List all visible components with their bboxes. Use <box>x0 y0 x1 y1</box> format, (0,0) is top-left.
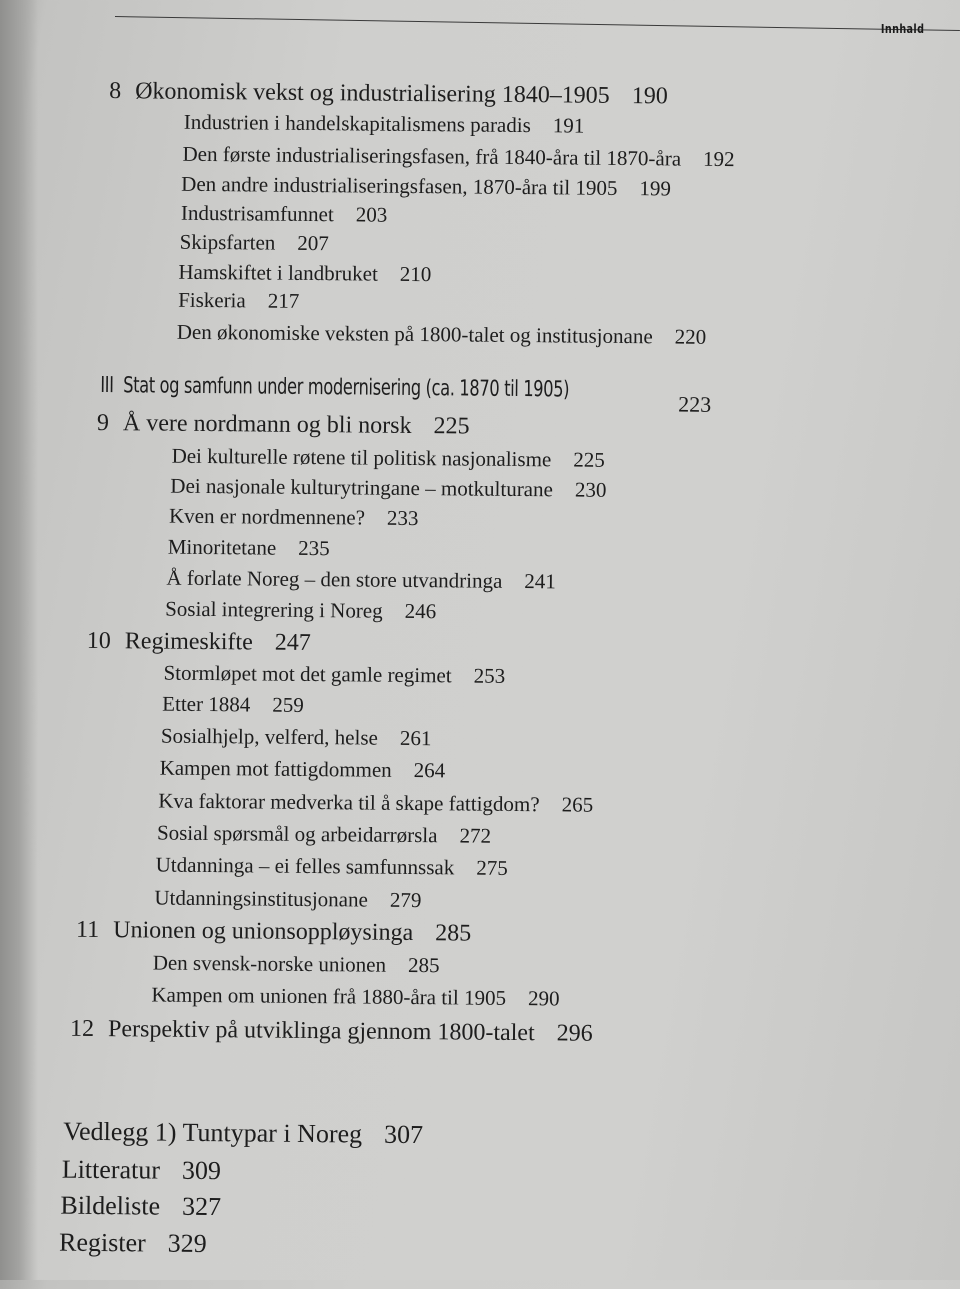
chapter-number: 12 <box>70 1015 95 1042</box>
chapter-11-entry <box>76 918 471 946</box>
chapter-10-entry <box>87 629 311 655</box>
chapter-number: 9 <box>96 409 110 437</box>
chapter-title: Unionen og unionsoppløysinga <box>113 917 414 947</box>
section-entry <box>151 982 560 1011</box>
page-number: 261 <box>399 725 432 751</box>
section-entry <box>154 885 422 913</box>
page-number: 203 <box>355 202 388 227</box>
chapter-title: Økonomisk vekst og industrialisering 1840–1905 <box>135 78 610 109</box>
page-number: 192 <box>702 146 735 172</box>
backmatter-title: Bildeliste <box>60 1190 161 1221</box>
page-number: 217 <box>267 288 300 313</box>
page-number: 259 <box>272 692 304 717</box>
backmatter-title: Vedlegg 1) Tuntypar i Noreg <box>63 1116 363 1149</box>
section-entry <box>162 691 304 717</box>
page-number: 290 <box>527 986 560 1011</box>
backmatter-entry <box>61 1154 222 1186</box>
section-title: Dei nasjonale kulturytringane – motkulturane <box>170 473 554 502</box>
section-title: Industrien i handelskapitalismens paradis <box>183 109 531 138</box>
section-entry <box>178 287 300 313</box>
chapter-9-entry <box>97 411 470 439</box>
section-entry <box>178 259 432 287</box>
page-number: 199 <box>639 176 672 201</box>
page-number: 247 <box>274 629 311 657</box>
chapter-number: 11 <box>75 916 100 943</box>
section-entry <box>163 660 506 688</box>
section-title: Stormløpet mot det gamle regimet <box>163 660 452 688</box>
page-number: 230 <box>574 477 607 502</box>
running-head: Innhald <box>880 22 924 36</box>
page-number: 296 <box>556 1020 593 1047</box>
page-number: 233 <box>386 505 419 531</box>
backmatter-entry <box>63 1116 424 1150</box>
chapter-number: 10 <box>86 627 111 655</box>
section-entry <box>183 109 585 138</box>
page-number: 246 <box>404 598 437 624</box>
chapter-title: Å vere nordmann og bli norsk <box>122 410 412 439</box>
page-number: 279 <box>389 887 422 913</box>
section-title: Hamskiftet i landbruket <box>178 259 378 286</box>
page-number: 220 <box>674 324 707 349</box>
chapter-title: Regimeskifte <box>124 628 253 656</box>
section-entry <box>179 229 329 256</box>
section-title: Kampen mot fattigdommen <box>159 755 392 782</box>
page-number: 275 <box>476 855 508 880</box>
page-number: 253 <box>473 663 506 688</box>
section-entry <box>181 171 672 201</box>
section-entry <box>152 950 440 978</box>
section-title: Fiskeria <box>178 287 246 313</box>
backmatter-title: Litteratur <box>61 1154 161 1185</box>
part-3-entry <box>100 372 734 403</box>
part-title: Stat og samfunn under modernisering (ca. 1870 til 1905) <box>123 373 570 403</box>
page-number: 264 <box>413 758 446 783</box>
page-number: 265 <box>561 792 594 817</box>
section-entry <box>158 788 594 817</box>
section-title: Kven er nordmennene? <box>168 503 366 530</box>
chapter-8-entry <box>109 79 668 108</box>
section-entry <box>165 596 437 624</box>
section-title: Industrisamfunnet <box>180 200 334 227</box>
part-page-number: 223 <box>678 391 712 417</box>
backmatter-entry <box>58 1227 207 1259</box>
section-title: Å forlate Noreg – den store utvandringa <box>166 565 503 593</box>
section-entry <box>182 141 735 172</box>
backmatter-title: Register <box>58 1227 146 1258</box>
section-title: Minoritetane <box>167 534 277 560</box>
page-number: 309 <box>181 1155 222 1186</box>
section-entry <box>168 503 419 531</box>
page-number: 272 <box>459 823 492 848</box>
section-entry <box>180 200 388 227</box>
page-number: 327 <box>181 1191 222 1222</box>
section-title: Den første industrialiseringsfasen, frå 1840-åra til 1870-åra <box>182 141 682 171</box>
section-entry <box>170 473 607 502</box>
section-entry <box>156 820 492 848</box>
section-title: Kva faktorar medverka til å skape fattigdom? <box>158 788 540 817</box>
page-number: 190 <box>631 83 668 110</box>
page-number: 329 <box>167 1228 207 1259</box>
page-number: 225 <box>433 413 470 440</box>
page-number: 210 <box>399 261 432 287</box>
section-entry <box>167 534 330 561</box>
section-entry <box>155 852 508 880</box>
section-title: Den svensk-norske unionen <box>152 950 387 977</box>
part-number: III <box>100 372 114 399</box>
page-number: 191 <box>552 113 585 138</box>
section-title: Sosial integrering i Noreg <box>165 596 383 623</box>
page-number: 225 <box>573 447 605 472</box>
section-entry <box>159 755 446 783</box>
section-title: Utdanninga – ei felles samfunnssak <box>155 852 455 880</box>
section-title: Skipsfarten <box>179 229 276 255</box>
page-number: 285 <box>435 920 472 947</box>
page-number: 307 <box>383 1119 424 1150</box>
section-title: Sosialhjelp, velferd, helse <box>160 723 379 750</box>
section-title: Etter 1884 <box>162 691 251 717</box>
page-number: 235 <box>298 535 330 561</box>
section-title: Den økonomiske veksten på 1800-talet og institusjonane <box>176 319 653 349</box>
section-entry <box>176 319 707 349</box>
page-number: 207 <box>297 230 329 256</box>
section-entry <box>160 723 432 751</box>
backmatter-entry <box>60 1190 222 1222</box>
section-title: Dei kulturelle røtene til politisk nasjonalisme <box>171 443 552 472</box>
section-title: Kampen om unionen frå 1880-åra til 1905 <box>151 982 507 1010</box>
chapter-number: 8 <box>109 78 122 105</box>
section-title: Den andre industrialiseringsfasen, 1870-åra til 1905 <box>181 171 618 200</box>
chapter-title: Perspektiv på utviklinga gjennom 1800-talet <box>108 1016 535 1047</box>
part-heading <box>100 372 570 403</box>
section-title: Sosial spørsmål og arbeidarrørsla <box>156 820 438 848</box>
section-title: Utdanningsinstitusjonane <box>154 885 368 912</box>
section-entry <box>166 565 556 594</box>
chapter-12-entry <box>70 1017 593 1046</box>
page-number: 285 <box>407 952 440 978</box>
page-number: 241 <box>524 569 556 594</box>
section-entry <box>171 443 605 472</box>
